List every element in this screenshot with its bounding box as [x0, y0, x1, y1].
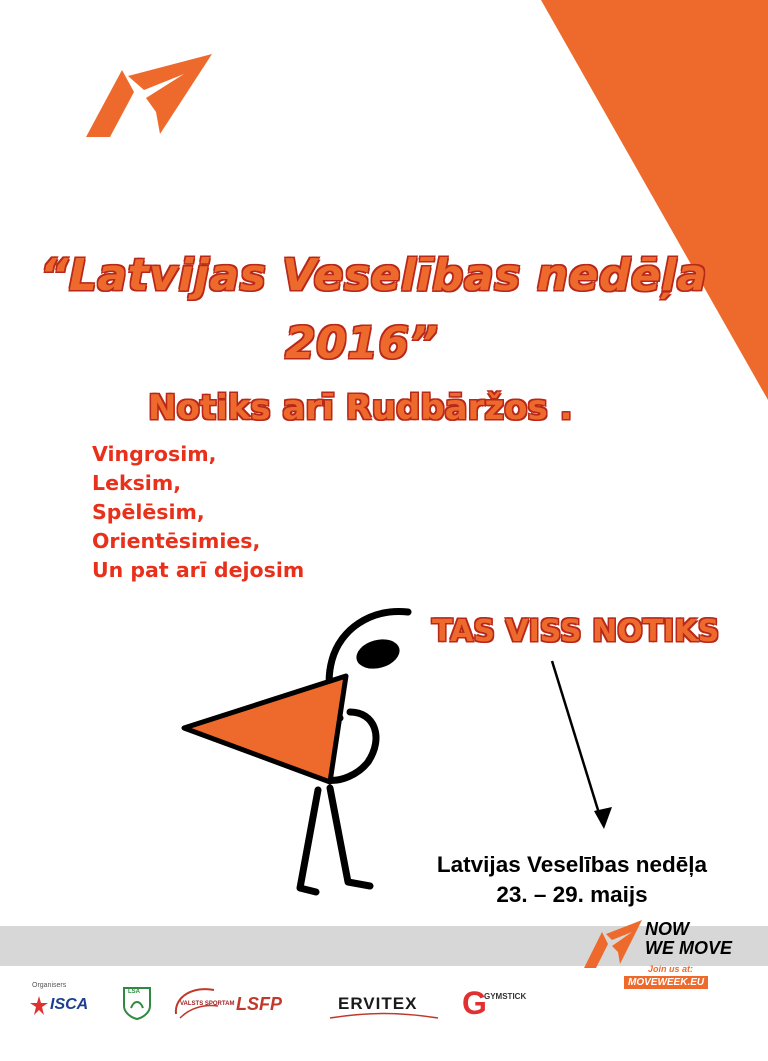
activities-list [92, 440, 304, 585]
event-dates: 23. – 29. maijs [496, 882, 648, 907]
gymstick-logo [462, 986, 532, 1022]
lsa-logo-text: LSA [128, 989, 140, 995]
lsfp-logo-text: LSFP [236, 994, 283, 1014]
join-label: Join us at: [648, 964, 694, 974]
stick-figure-illustration [170, 600, 430, 910]
isca-star-icon [30, 996, 48, 1016]
ervitex-logo [328, 992, 440, 1020]
activity-item: Orientēsimies, [92, 529, 261, 553]
title-line-1: “Latvijas Veselības nedēļa [40, 250, 708, 301]
lsfp-logo [236, 994, 308, 1018]
ervitex-logo-text: ERVITEX [338, 994, 418, 1013]
ervitex-swoosh-icon [328, 1012, 440, 1022]
subtitle: Notiks arī Rudbāržos . [148, 388, 573, 428]
campaign-line-1: NOW [645, 919, 689, 939]
activity-item: Un pat arī dejosim [92, 558, 305, 582]
campaign-title [645, 920, 732, 958]
event-info [392, 850, 752, 910]
activity-item: Spēlēsim, [92, 500, 205, 524]
activity-item: Vingrosim, [92, 442, 217, 466]
gymstick-logo-text: GYMSTICK [484, 992, 527, 1001]
valsts-sportam-logo [170, 984, 235, 1024]
isca-logo [30, 994, 100, 1018]
gymstick-g-icon: G [462, 985, 487, 1021]
lsa-logo [122, 986, 152, 1020]
campaign-line-2: WE MOVE [645, 938, 733, 958]
organisers-label: Organisers [32, 982, 67, 989]
arrow-icon [540, 655, 620, 835]
event-name: Latvijas Veselības nedēļa [436, 852, 708, 877]
moveweek-link[interactable]: MOVEWEEK.EU [624, 976, 708, 989]
activity-item: Leksim, [92, 471, 181, 495]
move-logo-icon [84, 52, 216, 140]
isca-logo-text: ISCA [50, 996, 89, 1013]
now-we-move-logo-icon [582, 918, 644, 970]
title-line-2: 2016” [285, 318, 439, 369]
callout-text: TAS VISS NOTIKS [432, 614, 720, 649]
valsts-sportam-text: VALSTS SPORTAM [180, 1001, 235, 1007]
